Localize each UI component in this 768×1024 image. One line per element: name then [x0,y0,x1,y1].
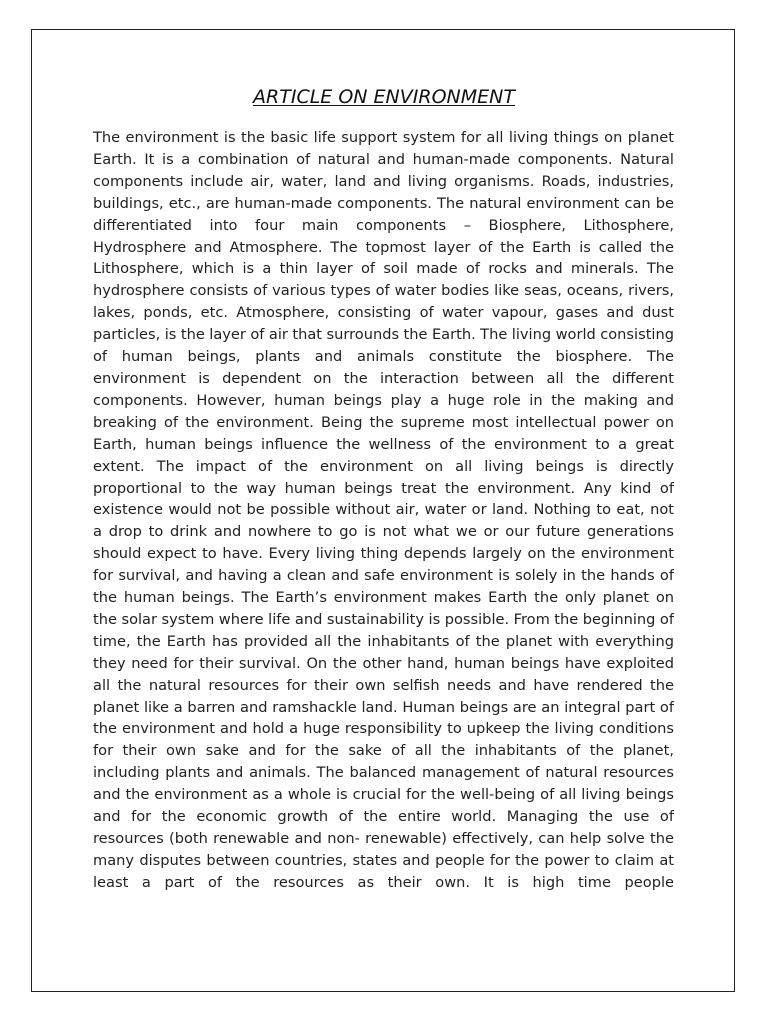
article-title: ARTICLE ON ENVIRONMENT [253,86,515,108]
article-body: The environment is the basic life support system for all living things on planet Earth. It is a combination of natural and human-made components. Natural components include air, water, land and living organisms. Roads, industries, buildings, etc., are human-made components. The natural environment can be differentiated into four main components – Biosphere, Lithosphere, Hydrosphere and Atmosphere. The topmost layer of the Earth is called the Lithosphere, which is a thin layer of soil made of rocks and minerals. The hydrosphere consists of various types of water bodies like seas, oceans, rivers, lakes, ponds, etc. Atmosphere, consisting of water vapour, gases and dust particles, is the layer of air that surrounds the Earth. The living world consisting of human beings, plants and animals constitute the biosphere. The environment is dependent on the interaction between all the different components. However, human beings play a huge role in the making and breaking of the environment. Being the supreme most intellectual power on Earth, human beings influence the wellness of the environment to a great extent. The impact of the environment on all living beings is directly proportional to the way human beings treat the environment. Any kind of existence would not be possible without air, water or land. Nothing to eat, not a drop to drink and nowhere to go is not what we or our future generations should expect to have. Every living thing depends largely on the environment for survival, and having a clean and safe environment is solely in the hands of the human beings. The Earth’s environment makes Earth the only planet on the solar system where life and sustainability is possible. From the beginning of time, the Earth has provided all the inhabitants of the planet with everything they need for their survival. On the other hand, human beings have exploited all the natural resources for their own selfish needs and have rendered the planet like a barren and ramshackle land. Human beings are an integral part of the environment and hold a huge responsibility to upkeep the living conditions for their own sake and for the sake of all the inhabitants of the planet, including plants and animals. The balanced management of natural resources and the environment as a whole is crucial for the well-being of all living beings and for the economic growth of the entire world. Managing the use of resources (both renewable and non- renewable) effectively, can help solve the many disputes between countries, states and people for the power to claim at least a part of the resources as their own. It is high time people [93,129,674,891]
